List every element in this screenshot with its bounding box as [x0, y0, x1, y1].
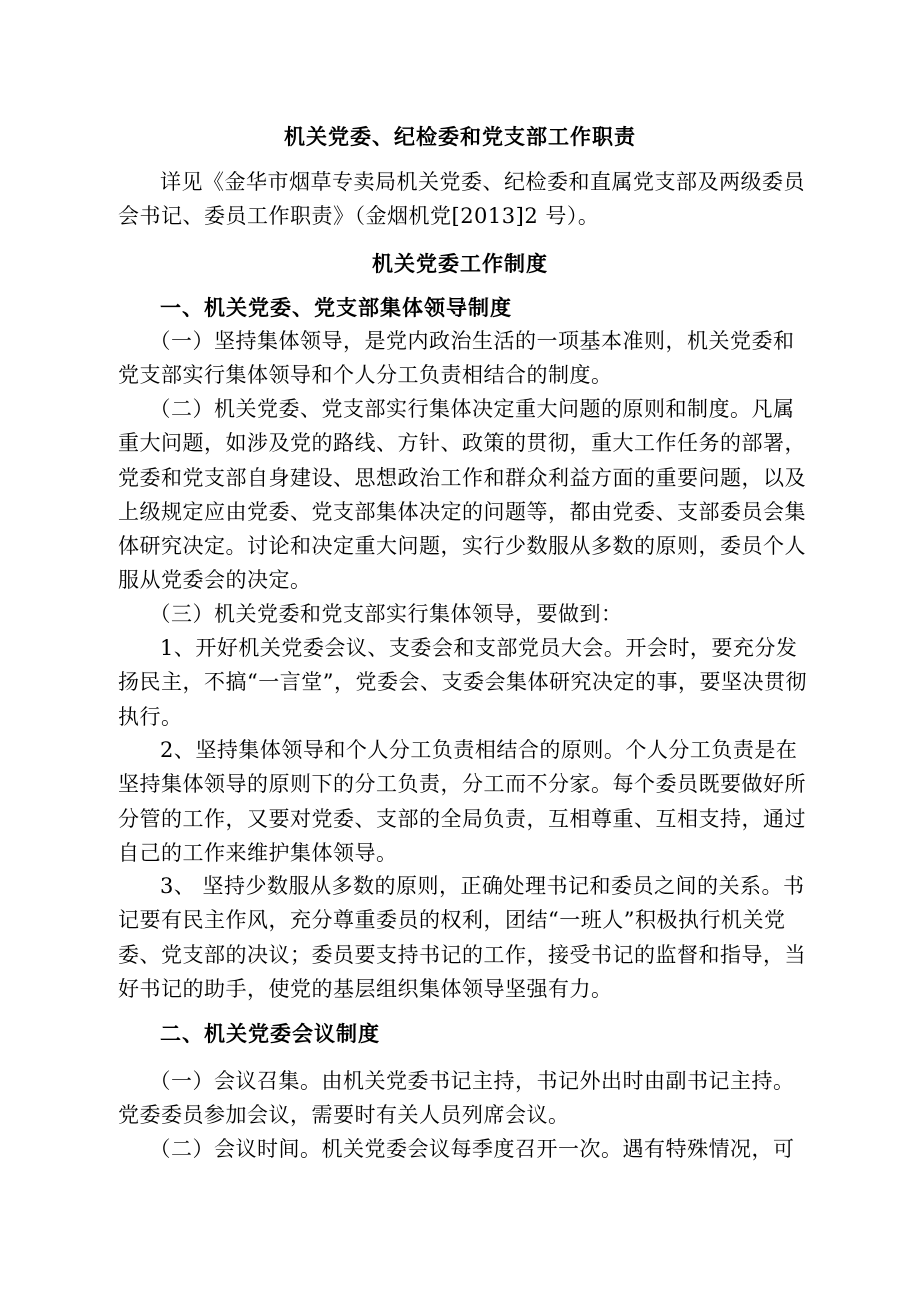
section-title-work-system: 机关党委工作制度 [372, 252, 548, 276]
paragraph-point-3: 3、 坚持少数服从多数的原则，正确处理书记和委员之间的关系。书记要有民主作风，充分尊重委员的权利，团结“一班人”积极执行机关党委、党支部的决议；委员要支持书记的工作，接受书记的监督和指导，当好书记的助手，使党的基层组织集体领导坚强有力。 [118, 874, 806, 1001]
paragraph-item-1: （一）坚持集体领导，是党内政治生活的一项基本准则，机关党委和党支部实行集体领导和个人分工负责相结合的制度。 [118, 329, 795, 388]
paragraph-meeting-time: （二）会议时间。机关党委会议每季度召开一次。遇有特殊情况，可 [149, 1137, 795, 1161]
heading-collective-leadership: 一、机关党委、党支部集体领导制度 [160, 296, 512, 320]
paragraph-point-2: 2、坚持集体领导和个人分工负责相结合的原则。个人分工负责是在坚持集体领导的原则下的分工负责，分工而不分家。每个委员既要做好所分管的工作，又要对党委、支部的全局负责，互相尊重、互相支持，通过自己的工作来维护集体领导。 [118, 738, 806, 865]
document-title-duties: 机关党委、纪检委和党支部工作职责 [284, 125, 636, 149]
paragraph-reference: 详见《金华市烟草专卖局机关党委、纪检委和直属党支部及两级委员会书记、委员工作职责》（金烟机党[2013]2 号）。 [118, 170, 805, 229]
paragraph-item-3: （三）机关党委和党支部实行集体领导，要做到： [149, 602, 623, 626]
paragraph-point-1: 1、开好机关党委会议、支委会和支部党员大会。开会时，要充分发扬民主，不搞“一言堂”，党委会、支委会集体研究决定的事，要坚决贯彻执行。 [118, 636, 807, 729]
paragraph-meeting-convene: （一）会议召集。由机关党委书记主持，书记外出时由副书记主持。党委委员参加会议，需要时有关人员列席会议。 [118, 1069, 795, 1128]
paragraph-item-2: （二）机关党委、党支部实行集体决定重大问题的原则和制度。凡属重大问题，如涉及党的路线、方针、政策的贯彻，重大工作任务的部署，党委和党支部自身建设、思想政治工作和群众利益方面的重要问题，以及上级规定应由党委、党支部集体决定的问题等，都由党委、支部委员会集体研究决定。讨论和决定重大问题，实行少数服从多数的原则，委员个人服从党委会的决定。 [118, 397, 806, 593]
heading-meeting-system: 二、机关党委会议制度 [160, 1022, 380, 1046]
